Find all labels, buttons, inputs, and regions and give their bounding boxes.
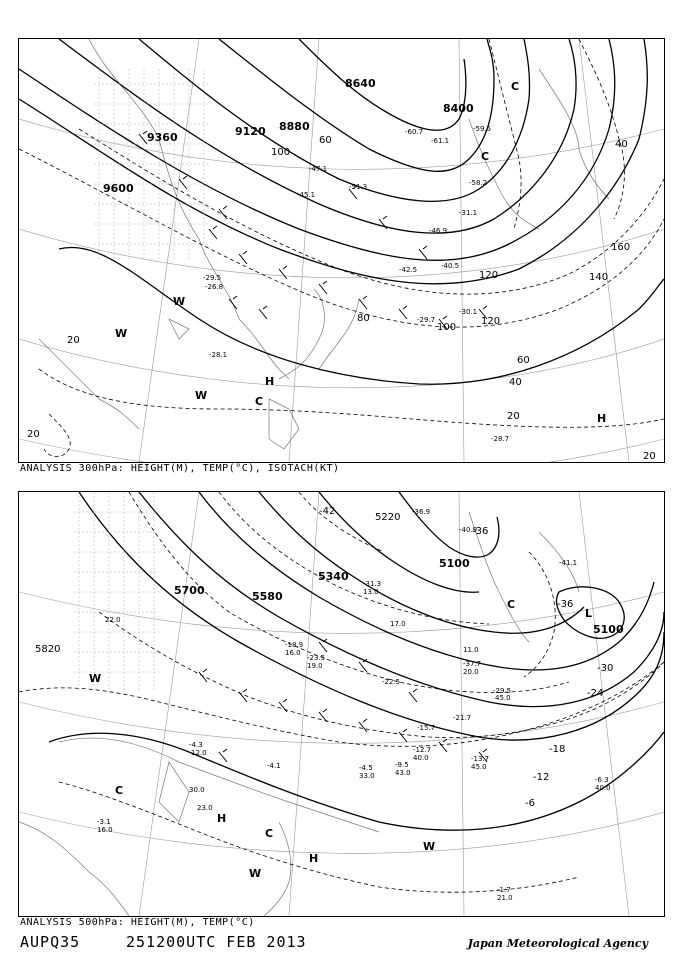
isotach-label: 140	[589, 272, 609, 283]
low-center-label: L	[585, 607, 593, 620]
isotach-label: 100	[437, 322, 457, 333]
high-center-label: H	[309, 852, 319, 865]
isotach-label: 80	[357, 313, 370, 324]
station-temp: -51.3	[349, 183, 368, 191]
station-dewpt: 30.0	[189, 786, 205, 794]
station-temp: -46.9	[429, 227, 448, 235]
station-temp: -15.7	[417, 724, 436, 732]
height-label-5820: 5820	[35, 644, 61, 655]
isotach-label: 100	[271, 147, 291, 158]
isotach-label: 20	[507, 411, 520, 422]
isotherm-label: -36	[472, 526, 489, 537]
station-temp: -31.1	[459, 209, 478, 217]
cold-center-label: C	[507, 598, 516, 611]
station-temp: -1.7	[497, 886, 511, 894]
station-temp: -59.5	[473, 125, 492, 133]
station-dewpt: 22.0	[105, 616, 121, 624]
caption-500hpa: ANALYSIS 500hPa: HEIGHT(M), TEMP(°C)	[20, 917, 255, 928]
height-label-8880: 8880	[279, 120, 310, 133]
station-temp: -29.5	[493, 687, 512, 695]
warm-center-label: W	[249, 867, 262, 880]
station-temp: -29.5	[203, 274, 222, 282]
height-contours	[49, 492, 664, 830]
station-dewpt: 11.0	[463, 646, 479, 654]
station-temp: -58.2	[469, 179, 488, 187]
isotherm-label: -12	[533, 772, 550, 783]
warm-center-label: W	[195, 389, 208, 402]
isotach-label: 120	[479, 270, 499, 281]
station-temp: -22.5	[382, 678, 401, 686]
station-temp: -31.3	[363, 580, 382, 588]
map-500-canvas	[19, 492, 664, 916]
cold-center-label: C	[481, 150, 490, 163]
station-dewpt: 16.0	[97, 826, 113, 834]
station-temp: -9.5	[395, 761, 409, 769]
station-temp: -60.7	[405, 128, 424, 136]
valid-datetime: 251200UTC FEB 2013	[126, 933, 307, 951]
station-dewpt: 20.0	[463, 668, 479, 676]
warm-center-label: W	[173, 295, 186, 308]
cold-center-label: C	[115, 784, 124, 797]
station-dewpt: 40.0	[413, 754, 429, 762]
station-dewpt: 45.0	[471, 763, 487, 771]
isotach-label: 60	[319, 135, 332, 146]
station-dewpt: 19.0	[307, 662, 323, 670]
station-temp: -29.7	[417, 316, 436, 324]
dashed-isolines	[19, 39, 664, 457]
station-temp: -18.9	[285, 641, 304, 649]
station-dewpt: 17.0	[390, 620, 406, 628]
station-dewpt: 13.0	[363, 588, 379, 596]
warm-center-label: W	[423, 840, 436, 853]
product-code: AUPQ35	[20, 933, 81, 951]
station-temp: -4.1	[267, 762, 281, 770]
agency-name: Japan Meteorological Agency	[467, 937, 648, 950]
station-temp: -6.3	[595, 776, 609, 784]
station-dewpt: 12.0	[191, 749, 207, 757]
isotherm-label: -24	[587, 688, 604, 699]
station-dewpt: 21.0	[497, 894, 513, 902]
station-temp: -21.7	[453, 714, 472, 722]
station-temp: -4.3	[189, 741, 203, 749]
station-dewpt: 43.0	[395, 769, 411, 777]
high-center-label: H	[265, 375, 275, 388]
height-label-9120: 9120	[235, 125, 266, 138]
station-dewpt: 45.0	[495, 694, 511, 702]
analysis-300hpa-map	[18, 38, 665, 463]
station-temp: -23.5	[307, 654, 326, 662]
station-dewpt: 40.0	[595, 784, 611, 792]
height-label-5580: 5580	[252, 590, 283, 603]
station-temp: -4.5	[359, 764, 373, 772]
isotach-label: 20	[67, 335, 80, 346]
station-temp: -47.1	[309, 165, 328, 173]
station-temp: -37.7	[463, 660, 482, 668]
height-label-5340: 5340	[318, 570, 349, 583]
isotherm-label: -36	[557, 599, 574, 610]
high-center-label: H	[597, 412, 607, 425]
station-temp: -61.1	[431, 137, 450, 145]
isotherm-label: -42	[319, 506, 336, 517]
warm-center-label: W	[89, 672, 102, 685]
warm-center-label: W	[115, 327, 128, 340]
isotach-label: 40	[615, 139, 628, 150]
hatched-area	[74, 492, 159, 692]
cold-center-label: C	[255, 395, 264, 408]
height-label-9600: 9600	[103, 182, 134, 195]
station-temp: -40.9	[459, 526, 478, 534]
cold-center-label: C	[511, 80, 520, 93]
isotach-label: 120	[481, 316, 501, 327]
graticule	[19, 39, 664, 462]
station-temp: -40.5	[441, 262, 460, 270]
map-300-canvas	[19, 39, 664, 462]
isotherm-label: -30	[597, 663, 614, 674]
isotach-label: 20	[27, 429, 40, 440]
hatched-area	[94, 69, 209, 259]
station-temp: -12.7	[413, 746, 432, 754]
height-label-5100: 5100	[439, 557, 470, 570]
station-temp: -28.1	[209, 351, 228, 359]
station-temp: -30.1	[459, 308, 478, 316]
high-center-label: H	[217, 812, 227, 825]
height-label-5220: 5220	[375, 512, 401, 523]
station-dewpt: 16.0	[285, 649, 301, 657]
caption-300hpa: ANALYSIS 300hPa: HEIGHT(M), TEMP(°C), ISOTACH(KT)	[20, 463, 340, 474]
isotach-label: 60	[517, 355, 530, 366]
isotherm-label: -6	[525, 798, 535, 809]
station-temp: -42.5	[399, 266, 418, 274]
station-dewpt: 33.0	[359, 772, 375, 780]
station-temp: -3.1	[97, 818, 111, 826]
isotach-label: 20	[643, 451, 656, 462]
height-label-8640: 8640	[345, 77, 376, 90]
isotherm-label: -18	[549, 744, 566, 755]
station-temp: -26.8	[205, 283, 224, 291]
station-temp: -13.7	[471, 755, 490, 763]
station-temp: -28.7	[491, 435, 510, 443]
height-label-9360: 9360	[147, 131, 178, 144]
station-temp: -36.9	[412, 508, 431, 516]
height-label-8400: 8400	[443, 102, 474, 115]
isotach-label: 160	[611, 242, 631, 253]
isotach-label: 40	[509, 377, 522, 388]
station-temp: -45.1	[297, 191, 316, 199]
station-temp: -41.1	[559, 559, 578, 567]
height-label-5700: 5700	[174, 584, 205, 597]
analysis-500hpa-map	[18, 491, 665, 917]
cold-center-label: C	[265, 827, 274, 840]
station-dewpt: 23.0	[197, 804, 213, 812]
height-label-5100-east: 5100	[593, 623, 624, 636]
